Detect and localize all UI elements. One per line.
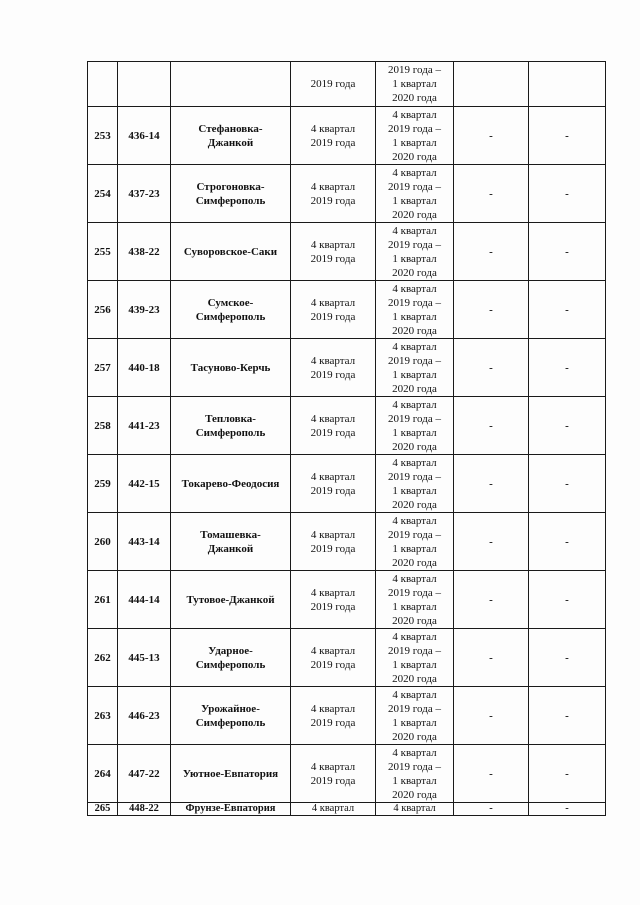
route-code-cell (118, 281, 171, 339)
column-7-cell (529, 223, 606, 281)
period-range-line: 4 квартал (392, 746, 437, 759)
row-number-cell (88, 107, 118, 165)
start-period-cell (291, 397, 376, 455)
route-name-line: Урожайное- (201, 702, 260, 715)
start-period-line: 2019 года (310, 252, 356, 265)
period-range-line: 1 квартал (392, 658, 437, 671)
start-period-line: 4 квартал (311, 803, 355, 814)
period-range-line: 1 квартал (392, 774, 437, 787)
route-code-text: 436-14 (128, 129, 160, 142)
column-7-text: - (565, 361, 569, 374)
start-period-line: 2019 года (310, 658, 356, 671)
route-name-line: Тасуново-Керчь (190, 361, 271, 374)
period-range-line: 2019 года – (388, 180, 441, 193)
route-code-cell (118, 107, 171, 165)
start-period-line: 4 квартал (310, 296, 356, 309)
column-6-cell (454, 513, 529, 571)
route-name-line: Тепловка- (205, 412, 256, 425)
period-range-line: 2020 года (392, 382, 437, 395)
period-range-line: 4 квартал (392, 688, 437, 701)
column-6-text: - (489, 303, 493, 316)
route-name-cell (171, 62, 291, 107)
row-number-text: 264 (94, 767, 111, 780)
row-number-cell (88, 62, 118, 107)
period-range-line: 4 квартал (392, 572, 437, 585)
route-name-line: Симферополь (195, 426, 266, 439)
route-name-line: Токарево-Феодосия (181, 477, 280, 490)
route-code-cell (118, 513, 171, 571)
row-number-text: 265 (94, 803, 111, 814)
period-range-line: 2020 года (392, 266, 437, 279)
period-range-line: 2020 года (392, 498, 437, 511)
period-range-line: 4 квартал (393, 803, 436, 814)
period-range-line: 2020 года (392, 208, 437, 221)
column-6-cell (454, 62, 529, 107)
period-range-line: 2020 года (392, 730, 437, 743)
route-code-text: 448-22 (129, 803, 159, 814)
column-7-text: - (565, 187, 569, 200)
column-6-text: - (489, 651, 493, 664)
start-period-line: 2019 года (310, 310, 356, 323)
period-range-line: 2019 года – (388, 528, 441, 541)
column-7-cell (529, 571, 606, 629)
table-row (88, 62, 606, 107)
period-range-line: 2019 года – (388, 644, 441, 657)
route-name-line: Томашевка- (200, 528, 261, 541)
column-7-cell (529, 62, 606, 107)
period-range-line: 1 квартал (392, 252, 437, 265)
column-6-text: - (489, 593, 493, 606)
route-name-line: Ударное- (208, 644, 253, 657)
route-name-cell (171, 455, 291, 513)
column-6-cell (454, 223, 529, 281)
row-number-text: 253 (94, 129, 111, 142)
table-row (88, 803, 606, 816)
column-6-text: - (489, 361, 493, 374)
route-code-text: 447-22 (128, 767, 160, 780)
column-7-cell (529, 397, 606, 455)
route-name-cell (171, 687, 291, 745)
period-range-line: 2019 года – (388, 760, 441, 773)
column-7-text: - (565, 709, 569, 722)
route-name-cell (171, 803, 291, 816)
column-6-text: - (489, 419, 493, 432)
row-number-cell (88, 397, 118, 455)
period-range-line: 2019 года – (388, 470, 441, 483)
column-6-cell (454, 455, 529, 513)
start-period-line: 2019 года (310, 774, 356, 787)
period-range-line: 1 квартал (392, 368, 437, 381)
column-6-cell (454, 107, 529, 165)
route-name-cell (171, 165, 291, 223)
row-number-cell (88, 513, 118, 571)
period-range-line: 1 квартал (392, 600, 437, 613)
column-6-text: - (489, 245, 493, 258)
route-name-cell (171, 629, 291, 687)
table-row (88, 107, 606, 165)
route-name-line: Джанкой (207, 542, 254, 555)
period-range-cell (376, 571, 454, 629)
route-code-cell (118, 687, 171, 745)
row-number-text: 262 (94, 651, 111, 664)
start-period-line: 2019 года (310, 136, 356, 149)
period-range-cell (376, 629, 454, 687)
period-range-line: 4 квартал (392, 224, 437, 237)
row-number-text: 257 (94, 361, 111, 374)
period-range-line: 2020 года (392, 92, 437, 104)
route-code-text: 441-23 (128, 419, 160, 432)
period-range-cell (376, 687, 454, 745)
route-code-cell (118, 339, 171, 397)
table-row (88, 281, 606, 339)
period-range-cell (376, 745, 454, 803)
route-name-line: Строгоновка- (196, 180, 265, 193)
routes-table-body (88, 62, 606, 816)
column-6-text: - (489, 477, 493, 490)
period-range-line: 2020 года (392, 324, 437, 337)
route-code-cell (118, 455, 171, 513)
route-code-text: 443-14 (128, 535, 160, 548)
period-range-line: 4 квартал (392, 108, 437, 121)
start-period-line: 4 квартал (310, 586, 356, 599)
period-range-line: 1 квартал (392, 310, 437, 323)
start-period-cell (291, 165, 376, 223)
route-name-line: Симферополь (195, 194, 266, 207)
period-range-line: 2019 года – (388, 122, 441, 135)
route-code-cell (118, 745, 171, 803)
table-row (88, 687, 606, 745)
start-period-cell (291, 281, 376, 339)
route-name-cell (171, 223, 291, 281)
row-number-text: 258 (94, 419, 111, 432)
route-code-text: 439-23 (128, 303, 160, 316)
table-row (88, 339, 606, 397)
start-period-line: 2019 года (310, 426, 356, 439)
row-number-cell (88, 571, 118, 629)
route-name-line: Сумское- (207, 296, 254, 309)
column-7-cell (529, 281, 606, 339)
column-6-cell (454, 397, 529, 455)
column-7-cell (529, 803, 606, 816)
column-7-cell (529, 629, 606, 687)
start-period-line: 2019 года (310, 542, 356, 555)
column-7-text: - (565, 303, 569, 316)
start-period-cell (291, 107, 376, 165)
start-period-line: 4 квартал (310, 528, 356, 541)
route-code-cell (118, 803, 171, 816)
table-row (88, 513, 606, 571)
column-6-cell (454, 165, 529, 223)
period-range-line: 2019 года – (388, 702, 441, 715)
column-6-text: - (489, 803, 493, 814)
start-period-line: 4 квартал (310, 238, 356, 251)
routes-table (87, 61, 606, 816)
start-period-cell (291, 629, 376, 687)
period-range-line: 2020 года (392, 150, 437, 163)
start-period-line: 2019 года (310, 600, 356, 613)
period-range-cell (376, 107, 454, 165)
route-name-cell (171, 281, 291, 339)
column-6-cell (454, 339, 529, 397)
period-range-line: 4 квартал (392, 456, 437, 469)
period-range-line: 4 квартал (392, 514, 437, 527)
period-range-line: 2020 года (392, 788, 437, 801)
route-code-text: 444-14 (128, 593, 160, 606)
column-7-text: - (565, 245, 569, 258)
start-period-line: 2019 года (310, 484, 356, 497)
period-range-line: 2020 года (392, 556, 437, 569)
table-row (88, 165, 606, 223)
column-6-cell (454, 745, 529, 803)
period-range-line: 1 квартал (392, 542, 437, 555)
row-number-text: 259 (94, 477, 111, 490)
start-period-line: 2019 года (310, 368, 356, 381)
row-number-text: 261 (94, 593, 111, 606)
start-period-cell (291, 687, 376, 745)
period-range-cell (376, 339, 454, 397)
period-range-line: 1 квартал (392, 426, 437, 439)
period-range-cell (376, 513, 454, 571)
route-name-cell (171, 745, 291, 803)
route-name-cell (171, 571, 291, 629)
route-code-cell (118, 165, 171, 223)
column-7-cell (529, 687, 606, 745)
period-range-line: 2020 года (392, 672, 437, 685)
table-row (88, 223, 606, 281)
column-6-text: - (489, 187, 493, 200)
route-name-line: Фрунзе-Евпатория (185, 803, 276, 814)
route-name-cell (171, 339, 291, 397)
route-name-cell (171, 107, 291, 165)
route-name-cell (171, 513, 291, 571)
period-range-cell (376, 223, 454, 281)
column-6-text: - (489, 129, 493, 142)
row-number-text: 254 (94, 187, 111, 200)
row-number-cell (88, 745, 118, 803)
period-range-line: 1 квартал (392, 484, 437, 497)
route-code-text: 440-18 (128, 361, 160, 374)
column-7-cell (529, 513, 606, 571)
route-code-cell (118, 223, 171, 281)
column-7-cell (529, 165, 606, 223)
route-code-cell (118, 629, 171, 687)
period-range-line: 1 квартал (392, 194, 437, 207)
period-range-line: 4 квартал (392, 166, 437, 179)
column-7-text: - (565, 535, 569, 548)
table-row (88, 629, 606, 687)
start-period-line: 4 квартал (310, 760, 356, 773)
start-period-line: 4 квартал (310, 354, 356, 367)
route-code-text: 437-23 (128, 187, 160, 200)
start-period-line: 4 квартал (310, 470, 356, 483)
column-6-text: - (489, 709, 493, 722)
route-name-line: Суворовское-Саки (183, 245, 278, 258)
column-6-cell (454, 629, 529, 687)
column-7-text: - (565, 651, 569, 664)
column-7-text: - (565, 593, 569, 606)
column-6-text: - (489, 535, 493, 548)
start-period-line: 2019 года (310, 78, 356, 90)
column-7-text: - (565, 419, 569, 432)
column-6-text: - (489, 767, 493, 780)
period-range-line: 1 квартал (392, 716, 437, 729)
column-7-text: - (565, 803, 569, 814)
route-code-text: 445-13 (128, 651, 160, 664)
route-name-line: Джанкой (207, 136, 254, 149)
column-6-cell (454, 281, 529, 339)
period-range-cell (376, 165, 454, 223)
table-row (88, 571, 606, 629)
row-number-text: 260 (94, 535, 111, 548)
row-number-cell (88, 629, 118, 687)
period-range-line: 2020 года (392, 440, 437, 453)
period-range-line: 1 квартал (392, 78, 437, 90)
route-name-line: Симферополь (195, 310, 266, 323)
start-period-cell (291, 62, 376, 107)
table-row (88, 455, 606, 513)
row-number-cell (88, 687, 118, 745)
table-row (88, 397, 606, 455)
route-code-cell (118, 571, 171, 629)
start-period-cell (291, 223, 376, 281)
route-name-line: Тутовое-Джанкой (186, 593, 275, 606)
period-range-cell (376, 397, 454, 455)
row-number-cell (88, 803, 118, 816)
start-period-cell (291, 513, 376, 571)
row-number-text: 256 (94, 303, 111, 316)
row-number-text: 255 (94, 245, 111, 258)
period-range-line: 2019 года – (388, 64, 441, 76)
start-period-line: 4 квартал (310, 702, 356, 715)
route-code-text: 442-15 (128, 477, 160, 490)
route-name-line: Симферополь (195, 658, 266, 671)
column-7-text: - (565, 477, 569, 490)
route-name-line: Симферополь (195, 716, 266, 729)
column-6-cell (454, 687, 529, 745)
route-code-cell (118, 397, 171, 455)
period-range-line: 4 квартал (392, 340, 437, 353)
start-period-cell (291, 803, 376, 816)
period-range-line: 4 квартал (392, 630, 437, 643)
period-range-line: 4 квартал (392, 398, 437, 411)
row-number-cell (88, 165, 118, 223)
route-code-text: 446-23 (128, 709, 160, 722)
period-range-cell (376, 281, 454, 339)
period-range-cell (376, 803, 454, 816)
route-code-cell (118, 62, 171, 107)
column-7-cell (529, 107, 606, 165)
period-range-line: 2019 года – (388, 586, 441, 599)
period-range-line: 2020 года (392, 614, 437, 627)
start-period-cell (291, 571, 376, 629)
row-number-cell (88, 281, 118, 339)
period-range-line: 2019 года – (388, 412, 441, 425)
column-7-text: - (565, 767, 569, 780)
start-period-line: 4 квартал (310, 412, 356, 425)
period-range-line: 1 квартал (392, 136, 437, 149)
row-number-cell (88, 339, 118, 397)
column-6-cell (454, 803, 529, 816)
column-7-cell (529, 745, 606, 803)
start-period-line: 4 квартал (310, 644, 356, 657)
period-range-cell (376, 62, 454, 107)
start-period-line: 2019 года (310, 194, 356, 207)
period-range-line: 4 квартал (392, 282, 437, 295)
column-6-cell (454, 571, 529, 629)
start-period-line: 4 квартал (310, 122, 356, 135)
route-name-line: Стефановка- (198, 122, 263, 135)
row-number-cell (88, 223, 118, 281)
period-range-line: 2019 года – (388, 296, 441, 309)
column-7-cell (529, 339, 606, 397)
period-range-line: 2019 года – (388, 354, 441, 367)
period-range-cell (376, 455, 454, 513)
column-7-text: - (565, 129, 569, 142)
period-range-line: 2019 года – (388, 238, 441, 251)
table-row (88, 745, 606, 803)
start-period-line: 4 квартал (310, 180, 356, 193)
row-number-text: 263 (94, 709, 111, 722)
route-name-line: Уютное-Евпатория (182, 767, 279, 780)
column-7-cell (529, 455, 606, 513)
route-code-text: 438-22 (128, 245, 160, 258)
start-period-line: 2019 года (310, 716, 356, 729)
route-name-cell (171, 397, 291, 455)
start-period-cell (291, 745, 376, 803)
start-period-cell (291, 339, 376, 397)
row-number-cell (88, 455, 118, 513)
start-period-cell (291, 455, 376, 513)
